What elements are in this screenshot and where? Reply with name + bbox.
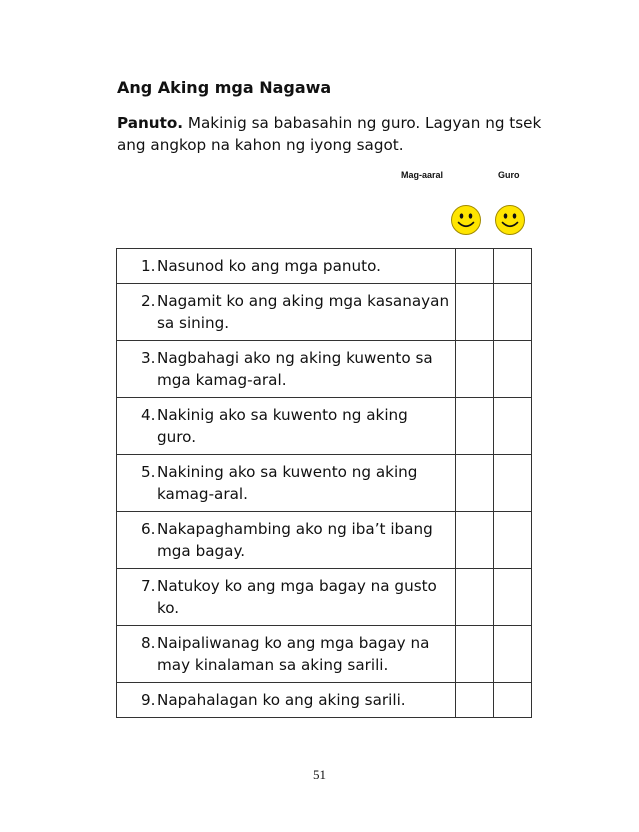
- checklist-row: [117, 341, 532, 398]
- statement-cell: [117, 249, 456, 284]
- statement-cell: [117, 341, 456, 398]
- item-number: 4.: [141, 406, 156, 424]
- item-number: 7.: [141, 577, 156, 595]
- statement-cell: [117, 512, 456, 569]
- statement-cell: [117, 455, 456, 512]
- instructions-label: Panuto.: [117, 114, 184, 132]
- teacher-checkbox[interactable]: [494, 455, 532, 512]
- item-text: Nagbahagi ako ng aking kuwento sa mga kamag-aral.: [157, 349, 433, 389]
- item-number: 2.: [141, 292, 156, 310]
- teacher-checkbox[interactable]: [494, 284, 532, 341]
- statement-cell: [117, 683, 456, 718]
- item-text: Nakinig ako sa kuwento ng aking guro.: [157, 406, 408, 446]
- checklist-row: [117, 398, 532, 455]
- student-checkbox[interactable]: [456, 683, 494, 718]
- checklist-row: [117, 284, 532, 341]
- item-text: Natukoy ko ang mga bagay na gusto ko.: [157, 577, 437, 617]
- statement-cell: [117, 284, 456, 341]
- statement-cell: [117, 569, 456, 626]
- teacher-checkbox[interactable]: [494, 626, 532, 683]
- item-text: Nagamit ko ang aking mga kasanayan sa sining.: [157, 292, 450, 332]
- item-number: 6.: [141, 520, 156, 538]
- teacher-column-header: Guro: [498, 170, 520, 180]
- item-text: Napahalagan ko ang aking sarili.: [157, 691, 406, 709]
- checklist-row: [117, 455, 532, 512]
- student-checkbox[interactable]: [456, 284, 494, 341]
- checklist-row: [117, 569, 532, 626]
- student-checkbox[interactable]: [456, 626, 494, 683]
- teacher-checkbox[interactable]: [494, 398, 532, 455]
- page-title: Ang Aking mga Nagawa: [117, 78, 332, 97]
- item-text: Nakapaghambing ako ng iba’t ibang mga bagay.: [157, 520, 433, 560]
- checklist-row: [117, 249, 532, 284]
- checklist-row: [117, 626, 532, 683]
- item-text: Naipaliwanag ko ang mga bagay na may kinalaman sa aking sarili.: [157, 634, 430, 674]
- teacher-checkbox[interactable]: [494, 341, 532, 398]
- item-number: 8.: [141, 634, 156, 652]
- page-number: 51: [313, 767, 326, 782]
- item-text: Nakining ako sa kuwento ng aking kamag-aral.: [157, 463, 418, 503]
- teacher-checkbox[interactable]: [494, 569, 532, 626]
- teacher-checkbox[interactable]: [494, 512, 532, 569]
- item-number: 5.: [141, 463, 156, 481]
- student-checkbox[interactable]: [456, 455, 494, 512]
- checklist-row: [117, 683, 532, 718]
- instructions-text: Makinig sa babasahin ng guro. Lagyan ng tsek ang angkop na kahon ng iyong sagot.: [117, 114, 542, 154]
- instructions: [117, 112, 557, 156]
- student-checkbox[interactable]: [456, 249, 494, 284]
- item-number: 9.: [141, 691, 156, 709]
- checklist-table: [116, 248, 532, 718]
- student-checkbox[interactable]: [456, 512, 494, 569]
- item-text: Nasunod ko ang mga panuto.: [157, 257, 381, 275]
- checklist-row: [117, 512, 532, 569]
- statement-cell: [117, 398, 456, 455]
- item-number: 1.: [141, 257, 156, 275]
- student-checkbox[interactable]: [456, 398, 494, 455]
- student-checkbox[interactable]: [456, 569, 494, 626]
- student-column-header: Mag-aaral: [401, 170, 444, 180]
- student-checkbox[interactable]: [456, 341, 494, 398]
- smiley-face-icon: [494, 204, 526, 236]
- smiley-face-icon: [450, 204, 482, 236]
- statement-cell: [117, 626, 456, 683]
- teacher-checkbox[interactable]: [494, 249, 532, 284]
- teacher-checkbox[interactable]: [494, 683, 532, 718]
- item-number: 3.: [141, 349, 156, 367]
